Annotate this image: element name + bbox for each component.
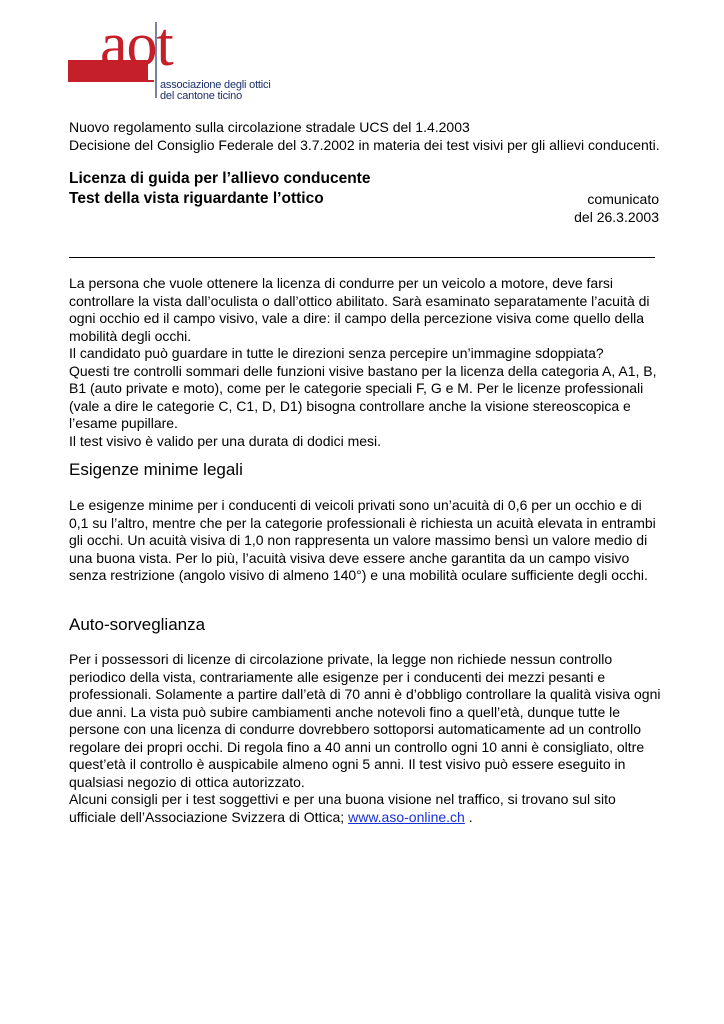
link-prefix: Alcuni consigli per i test soggettivi e per una buona visione nel traffico, si trovano sul sito ufficiale dell’Associazione Svizzera di Ottica;	[69, 791, 616, 825]
logo-subtitle-line1: associazione degli ottici	[160, 79, 271, 91]
comunicato-date: del 26.3.2003	[574, 209, 659, 225]
paragraph-line: Il test visivo è valido per una durata di dodici mesi.	[69, 432, 382, 449]
aot-logo	[68, 11, 271, 102]
paragraph-esigenze: Le esigenze minime per i conducenti di veicoli privati sono un’acuità di 0,6 per un occhio e di 0,1 su l’altro, mentre che per la categorie professionali è richiesta un acuità elevata in entrambi gli occhi. Un acuità visiva di 1,0 non rappresenta un valore massimo bensì un valore medio di una buona vista. Per lo più, l’acuità visiva deve essere anche garantita da un campo visivo senza restrizione (angolo visivo di almeno 140°) e una mobilità oculare sufficiente degli occhi.	[69, 497, 656, 583]
aso-link[interactable]: www.aso-online.ch	[348, 808, 465, 825]
paragraph-line: Il candidato può guardare in tutte le direzioni senza percepire un’immagine sdoppiata?	[69, 345, 604, 361]
paragraph-intro	[69, 275, 661, 450]
link-suffix: .	[464, 808, 473, 825]
paragraph-line: La persona che vuole ottenere la licenza di condurre per un veicolo a motore, deve farsi controllare la vista dall’oculista o dall’ottico abilitato. Sarà esaminato separatamente l’acuità di ogni occhio ed il campo visivo, vale a dire: il campo della percezione visiva come quello della mobilità degli occhi.	[69, 275, 650, 344]
heading-auto-sorveglianza: Auto-sorveglianza	[69, 615, 206, 634]
document-title: Licenza di guida per l’allievo conducente	[69, 170, 371, 187]
document-body	[69, 119, 661, 825]
logo-subtitle	[160, 80, 271, 102]
intro-line1: Nuovo regolamento sulla circolazione stradale UCS del 1.4.2003	[69, 119, 470, 135]
heading-esigenze: Esigenze minime legali	[69, 460, 243, 479]
intro-line2: Decisione del Consiglio Federale del 3.7.2002 in materia dei test visivi per gli allievi conducenti.	[69, 136, 660, 153]
paragraph-auto-sorveglianza	[69, 651, 661, 826]
separator-line	[69, 257, 655, 258]
logo-word: aot	[100, 11, 173, 79]
title-block	[69, 169, 661, 225]
paragraph-line: Questi tre controlli sommari delle funzioni visive bastano per la licenza della categoria A, A1, B, B1 (auto private e moto), come per le categorie speciali F, G e M. Per le licenze professionali (vale a dire le categorie C, C1, D, D1) bisogna controllare anche la visione stereoscopica e l’esame pupillare.	[69, 362, 657, 431]
paragraph-links	[69, 791, 661, 826]
document-subtitle: Test della vista riguardante l’ottico	[69, 190, 324, 207]
comunicato-label: comunicato	[587, 191, 659, 207]
paragraph-text: Per i possessori di licenze di circolazione private, la legge non richiede nessun controllo periodico della vista, contrariamente alle esigenze per i conducenti dei mezzi pesanti e professionali. Solamente a partire dall’età di 70 anni è d’obbligo controllare la qualità visiva ogni due anni. La vista può subire cambiamenti anche notevoli fino a quell’età, dunque tutte le persone con una licenza di condurre dovrebbero sottoporsi automaticamente ad un controllo regolare dei propri occhi. Di regola fino a 40 anni un controllo ogni 10 anni è consigliato, oltre quest’età il controllo è auspicabile almeno ogni 5 anni. Il test visivo può essere eseguito in qualsiasi negozio di ottica autorizzato.	[69, 651, 661, 790]
logo-subtitle-line2: del cantone ticino	[160, 90, 243, 102]
